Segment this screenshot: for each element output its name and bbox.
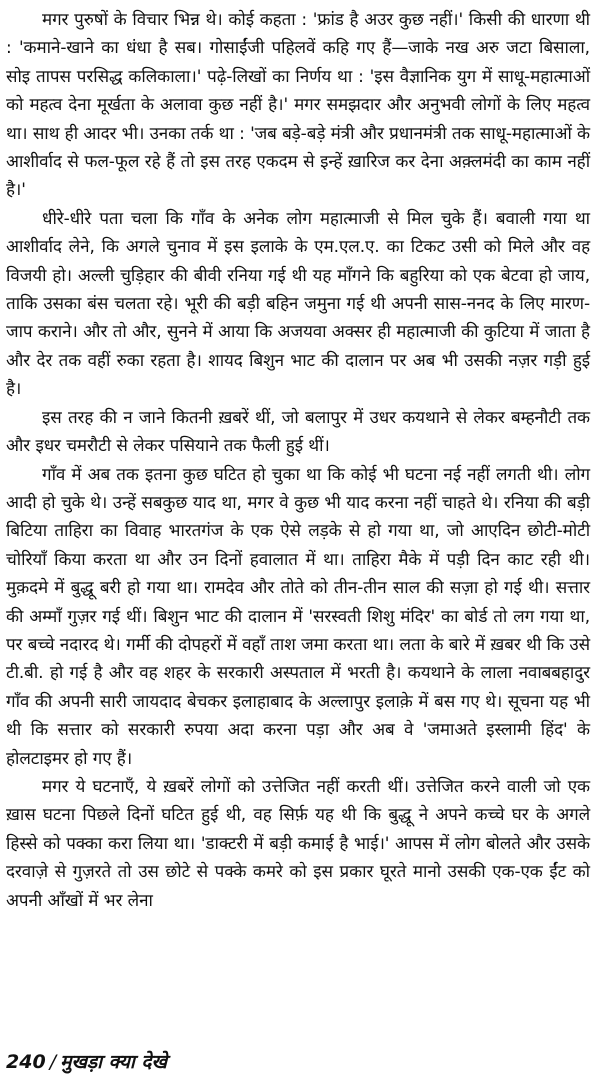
paragraph-4: गाँव में अब तक इतना कुछ घटित हो चुका था कि कोई भी घटना नई नहीं लगती थी। लोग आदी हो चुके थे। उन्हें सबकुछ याद था, मगर वे कुछ भी याद करना नहीं चाहते थे। रनिया की बड़ी बिटिया ताहिरा का विवाह भारतगंज के एक ऐसे लड़के से हो गया था, जो आएदिन छोटी-मोटी चोरियाँ किया करता था और उन दिनों हवालात में था। ताहिरा मैके में पड़ी दिन काट रही थी। मुक़दमे में बुद्धू बरी हो गया था। रामदेव और तोते को तीन-तीन साल की सज़ा हो गई थी। सत्तार की अम्माँ गुज़र गई थीं। बिशुन भाट की दालान में 'सरस्वती शिशु मंदिर' का बोर्ड तो लग गया था, पर बच्चे नदारद थे। गर्मी की दोपहरों में वहाँ ताश जमा करता था। लता के बारे में ख़बर थी कि उसे टी.बी. हो गई है और वह शहर के सरकारी अस्पताल में भरती है। कयथाने के लाला नवाबबहादुर गाँव की अपनी सारी जायदाद बेचकर इलाहाबाद के अल्लापुर इलाक़े में बस गए थे। सूचना यह भी थी कि सत्तार को सरकारी रुपया अदा करना पड़ा और अब वे 'जमाअते इस्लामी हिंद' के होलटाइमर हो गए हैं। [6,464,590,769]
paragraph-2: धीरे-धीरे पता चला कि गाँव के अनेक लोग महात्माजी से मिल चुके हैं। बवाली गया था आशीर्वाद लेने, कि अगले चुनाव में इस इलाके के एम.एल.ए. का टिकट उसी को मिले और वह विजयी हो। अल्ली चुड़िहार की बीवी रनिया गई थी यह माँगने कि बहुरिया को एक बेटवा हो जाय, ताकि उसका बंस चलता रहे। भूरी की बड़ी बहिन जमुना गई थी अपनी सास-ननद के लिए मारण-जाप कराने। और तो और, सुनने में आया कि अजयवा अक्सर ही महात्माजी की कुटिया में जाता है और देर तक वहीं रुका रहता है। शायद बिशुन भाट की दालान पर अब भी उसकी नज़र गड़ी हुई है। [6,208,590,400]
paragraph-3: इस तरह की न जाने कितनी ख़बरें थीं, जो बलापुर में उधर कयथाने से लेकर बम्हनौटी तक और इधर चमरौटी से लेकर पसियाने तक फैली हुई थीं। [6,407,590,457]
footer-separator: / [49,1051,57,1073]
body-text [6,6,590,915]
paragraph-1: मगर पुरुषों के विचार भिन्न थे। कोई कहता : 'फ्रांड है अउर कुछ नहीं।' किसी की धारणा थी : 'कमाने-खाने का धंधा है सब। गोसाईंजी पहिलवें कहि गए हैं—जाके नख अरु जटा बिसाला, सोइ तापस परसिद्ध कलिकाला।' पढ़े-लिखों का निर्णय था : 'इस वैज्ञानिक युग में साधू-महात्माओं को महत्व देना मूर्खता के अलावा कुछ नहीं है।' मगर समझदार और अनुभवी लोगों के लिए महत्व था। साथ ही आदर भी। उनका तर्क था : 'जब बड़े-बड़े मंत्री और प्रधानमंत्री तक साधू-महात्माओं के आशीर्वाद से फल-फूल रहे हैं तो इस तरह एकदम से इन्हें ख़ारिज कर देना अक़्लमंदी का काम नहीं है।' [6,10,590,201]
page-footer [6,1048,167,1074]
page-number: 240 [6,1051,46,1073]
paragraph-5: मगर ये घटनाएँ, ये ख़बरें लोगों को उत्तेजित नहीं करती थीं। उत्तेजित करने वाली जो एक ख़ास घटना पिछले दिनों घटित हुई थी, वह सिर्फ़ यह थी कि बुद्धू ने अपने कच्चे घर के अगले हिस्से को पक्का करा लिया था। 'डाक्टरी में बड़ी कमाई है भाई।' आपस में लोग बोलते और उसके दरवाज़े से गुज़रते तो उस छोटे से पक्के कमरे को इस प्रकार घूरते मानो उसकी एक-एक ईंट को अपनी आँखों में भर लेना [6,776,590,911]
book-title: मुखड़ा क्या देखे [60,1051,168,1073]
